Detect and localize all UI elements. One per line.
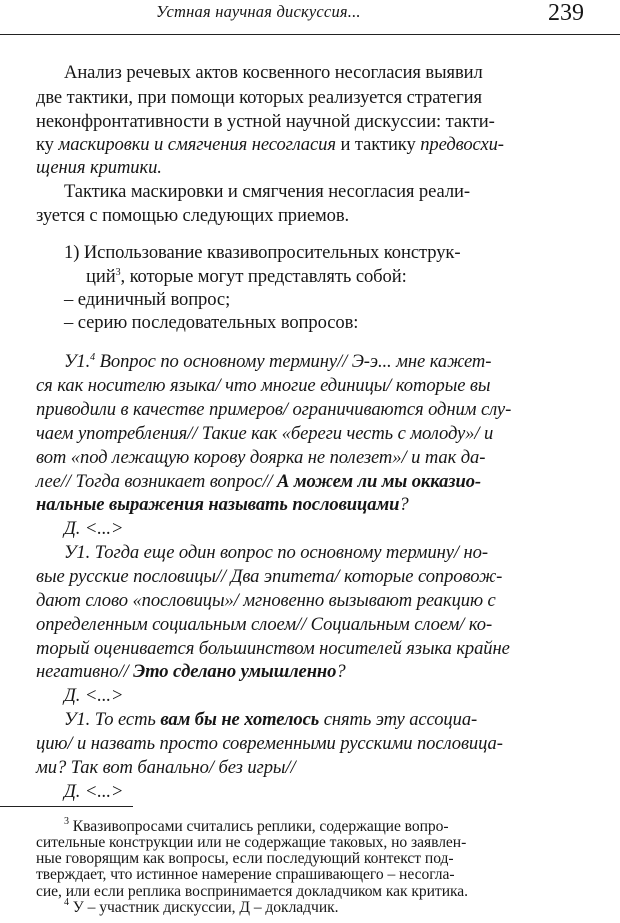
page-number: 239 [548, 0, 584, 26]
dialog-line: У1.$^4$ Вопрос по основному термину// Э-э... мне кажет- [64, 351, 492, 373]
dialog-line: нальные выражения называть пословицами? [36, 494, 409, 516]
footnote-3-line: сительные конструкции или не содержащие таковых, но заявлен- [36, 834, 467, 852]
dialog-line: вые русские пословицы// Два эпитета/ которые сопровож- [36, 565, 503, 587]
dialog-line: У1. То есть вам бы не хотелось снять эту ассоциа- [64, 709, 478, 731]
footnote-rule [0, 806, 133, 807]
paragraph-1-line: щения критики. [36, 156, 162, 178]
dialog-line: негативно// Это сделано умышленно? [36, 661, 346, 683]
footnote-3: $^3$ Квазивопросами считались реплики, содержащие вопро- [64, 815, 449, 835]
footnote-3-line: сие, или если реплика воспринимается докладчиком как критика. [36, 882, 469, 900]
footnote-ref-4: 4 [90, 352, 96, 364]
paragraph-1-line: ку маскировки и смягчения несогласия и тактику предвосхи- [36, 133, 504, 155]
dialog-line: дают слово «пословицы»/ мгновенно вызывают реакцию с [36, 589, 496, 611]
dialog-line: торый оценивается большинством носителей языка крайне [36, 637, 510, 659]
running-header-title: Устная научная дискуссия... [156, 2, 361, 21]
dialog-line: определенным социальным слоем// Социальным слоем/ ко- [36, 613, 493, 635]
list-item-1: 1) Использование квазивопросительных конструк- [64, 242, 461, 264]
dialog-line: ми? Так вот банально/ без игры// [36, 756, 296, 778]
footnote-3-line: тверждает, что истинное намерение спрашивающего – несогла- [36, 866, 455, 884]
paragraph-1-line: Анализ речевых актов косвенного несогласия выявил [64, 62, 483, 84]
dialog-speaker-line: Д. <...> [64, 518, 124, 540]
footnote-mark: 3 [64, 815, 69, 827]
footnote-ref-3: 3 [115, 267, 121, 279]
paragraph-1-line: неконфронтативности в устной научной дискуссии: такти- [36, 110, 495, 132]
paragraph-2-line: зуется с помощью следующих приемов. [36, 205, 350, 227]
footnote-mark: 4 [64, 896, 69, 908]
dialog-line: чаем употребления// Такие как «береги честь с молоду»/ и [36, 422, 494, 444]
dialog-line: ся как носителю языка/ что многие единицы/ которые вы [36, 375, 491, 397]
list-subitem: – серию последовательных вопросов: [64, 312, 359, 334]
dialog-line: вот «под лежащую корову доярка не полезет»/ и так да- [36, 446, 486, 468]
dialog-line: цию/ и назвать просто современными русскими пословица- [36, 732, 503, 754]
paragraph-2-line: Тактика маскировки и смягчения несогласия реали- [64, 181, 470, 203]
footnote-4: $^4$ У – участник дискуссии, Д – докладчик. [64, 896, 339, 916]
list-subitem: – единичный вопрос; [64, 289, 231, 311]
header-rule [0, 34, 620, 35]
dialog-line: приводили в качестве примеров/ ограничиваются одним слу- [36, 398, 512, 420]
dialog-line: лее// Тогда возникает вопрос// А можем ли мы окказио- [36, 470, 481, 492]
paragraph-1-line: две тактики, при помощи которых реализуется стратегия [36, 86, 482, 108]
footnote-3-line: ные говорящим как вопросы, если последующий контекст под- [36, 850, 454, 868]
dialog-line: У1. Тогда еще один вопрос по основному термину/ но- [64, 542, 488, 564]
dialog-speaker-line: Д. <...> [64, 685, 124, 707]
dialog-speaker-line: Д. <...> [64, 780, 124, 802]
list-item-1-cont: ций$^3$, которые могут представлять собой: [86, 266, 407, 288]
